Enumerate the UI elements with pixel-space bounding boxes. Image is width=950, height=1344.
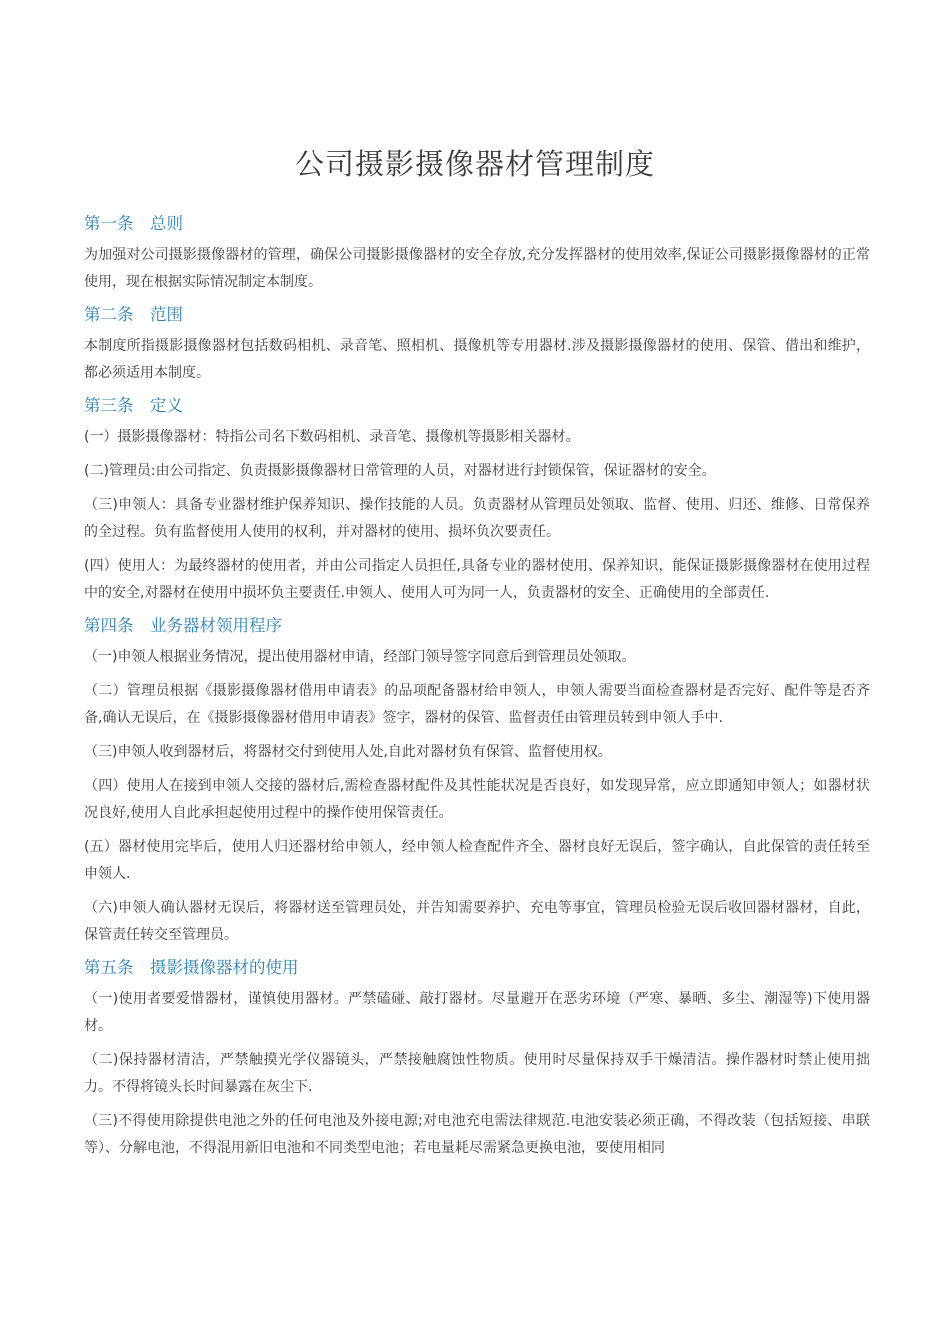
- paragraph: （二）管理员根据《摄影摄像器材借用申请表》的品项配备器材给申领人，申领人需要当面检查器材是否完好、配件等是否齐备,确认无误后，在《摄影摄像器材借用申请表》签字，器材的保管、监督责任由管理员转到申领人手中.: [84, 683, 870, 726]
- paragraph: 本制度所指摄影摄像器材包括数码相机、录音笔、照相机、摄像机等专用器材.涉及摄影摄像器材的使用、保管、借出和维护，都必须适用本制度。: [84, 338, 870, 381]
- paragraph: （三)不得使用除提供电池之外的任何电池及外接电源;对电池充电需法律规范.电池安装必须正确，不得改装（包括短接、串联等）、分解电池，不得混用新旧电池和不同类型电池；若电量耗尽需紧急更换电池，要使用相同: [84, 1113, 870, 1156]
- paragraph: （二)保持器材清洁，严禁触摸光学仪器镜头，严禁接触腐蚀性物质。使用时尽量保持双手干燥清洁。操作器材时禁止使用拙力。不得将镜头长时间暴露在灰尘下.: [84, 1052, 870, 1095]
- paragraph: （三)申领人：具备专业器材维护保养知识、操作技能的人员。负责器材从管理员处领取、监督、使用、归还、维修、日常保养的全过程。负有监督使用人使用的权利，并对器材的使用、损坏负次要责任。: [84, 497, 870, 540]
- section-scope: [84, 303, 870, 387]
- paragraph: （四）使用人在接到申领人交接的器材后,需检查器材配件及其性能状况是否良好，如发现异常，应立即通知申领人；如器材状况良好,使用人自此承担起使用过程中的操作使用保管责任。: [84, 778, 870, 821]
- paragraph: （六)申领人确认器材无误后，将器材送至管理员处，并告知需要养护、充电等事宜，管理员检验无误后收回器材器材，自此，保管责任转交至管理员。: [84, 900, 870, 943]
- paragraph: 为加强对公司摄影摄像器材的管理，确保公司摄影摄像器材的安全存放,充分发挥器材的使用效率,保证公司摄影摄像器材的正常使用，现在根据实际情况制定本制度。: [84, 247, 870, 290]
- section-heading: 第五条 摄影摄像器材的使用: [84, 958, 299, 977]
- section-borrowing-procedure: [84, 614, 870, 949]
- document-title: 公司摄影摄像器材管理制度: [294, 147, 655, 181]
- section-heading: 第一条 总则: [84, 214, 183, 233]
- paragraph: (四）使用人：为最终器材的使用者，并由公司指定人员担任,具备专业的器材使用、保养知识，能保证摄影摄像器材在使用过程中的安全,对器材在使用中损坏负主要责任.申领人、使用人可为同一人，负责器材的安全、正确使用的全部责任.: [84, 558, 870, 601]
- paragraph: (二)管理员:由公司指定、负责摄影摄像器材日常管理的人员，对器材进行封锁保管，保证器材的安全。: [84, 463, 716, 479]
- section-heading: 第三条 定义: [84, 396, 183, 415]
- section-equipment-use: [84, 956, 870, 1162]
- paragraph: (一）摄影摄像器材：特指公司名下数码相机、录音笔、摄像机等摄影相关器材。: [84, 429, 580, 445]
- document-body: [84, 212, 870, 1162]
- section-definitions: [84, 394, 870, 607]
- paragraph: （一)申领人根据业务情况，提出使用器材申请，经部门领导签字同意后到管理员处领取。: [84, 649, 636, 665]
- paragraph: （三)申领人收到器材后，将器材交付到使用人处,自此对器材负有保管、监督使用权。: [84, 744, 612, 760]
- paragraph: (五）器材使用完毕后，使用人归还器材给申领人，经申领人检查配件齐全、器材良好无误后，签字确认，自此保管的责任转至申领人.: [84, 839, 870, 882]
- section-heading: 第二条 范围: [84, 305, 183, 324]
- paragraph: （一)使用者要爱惜器材，谨慎使用器材。严禁磕碰、敲打器材。尽量避开在恶劣环境（严寒、暴晒、多尘、潮湿等)下使用器材。: [84, 991, 870, 1034]
- section-general: [84, 212, 870, 296]
- section-heading: 第四条 业务器材领用程序: [84, 616, 282, 635]
